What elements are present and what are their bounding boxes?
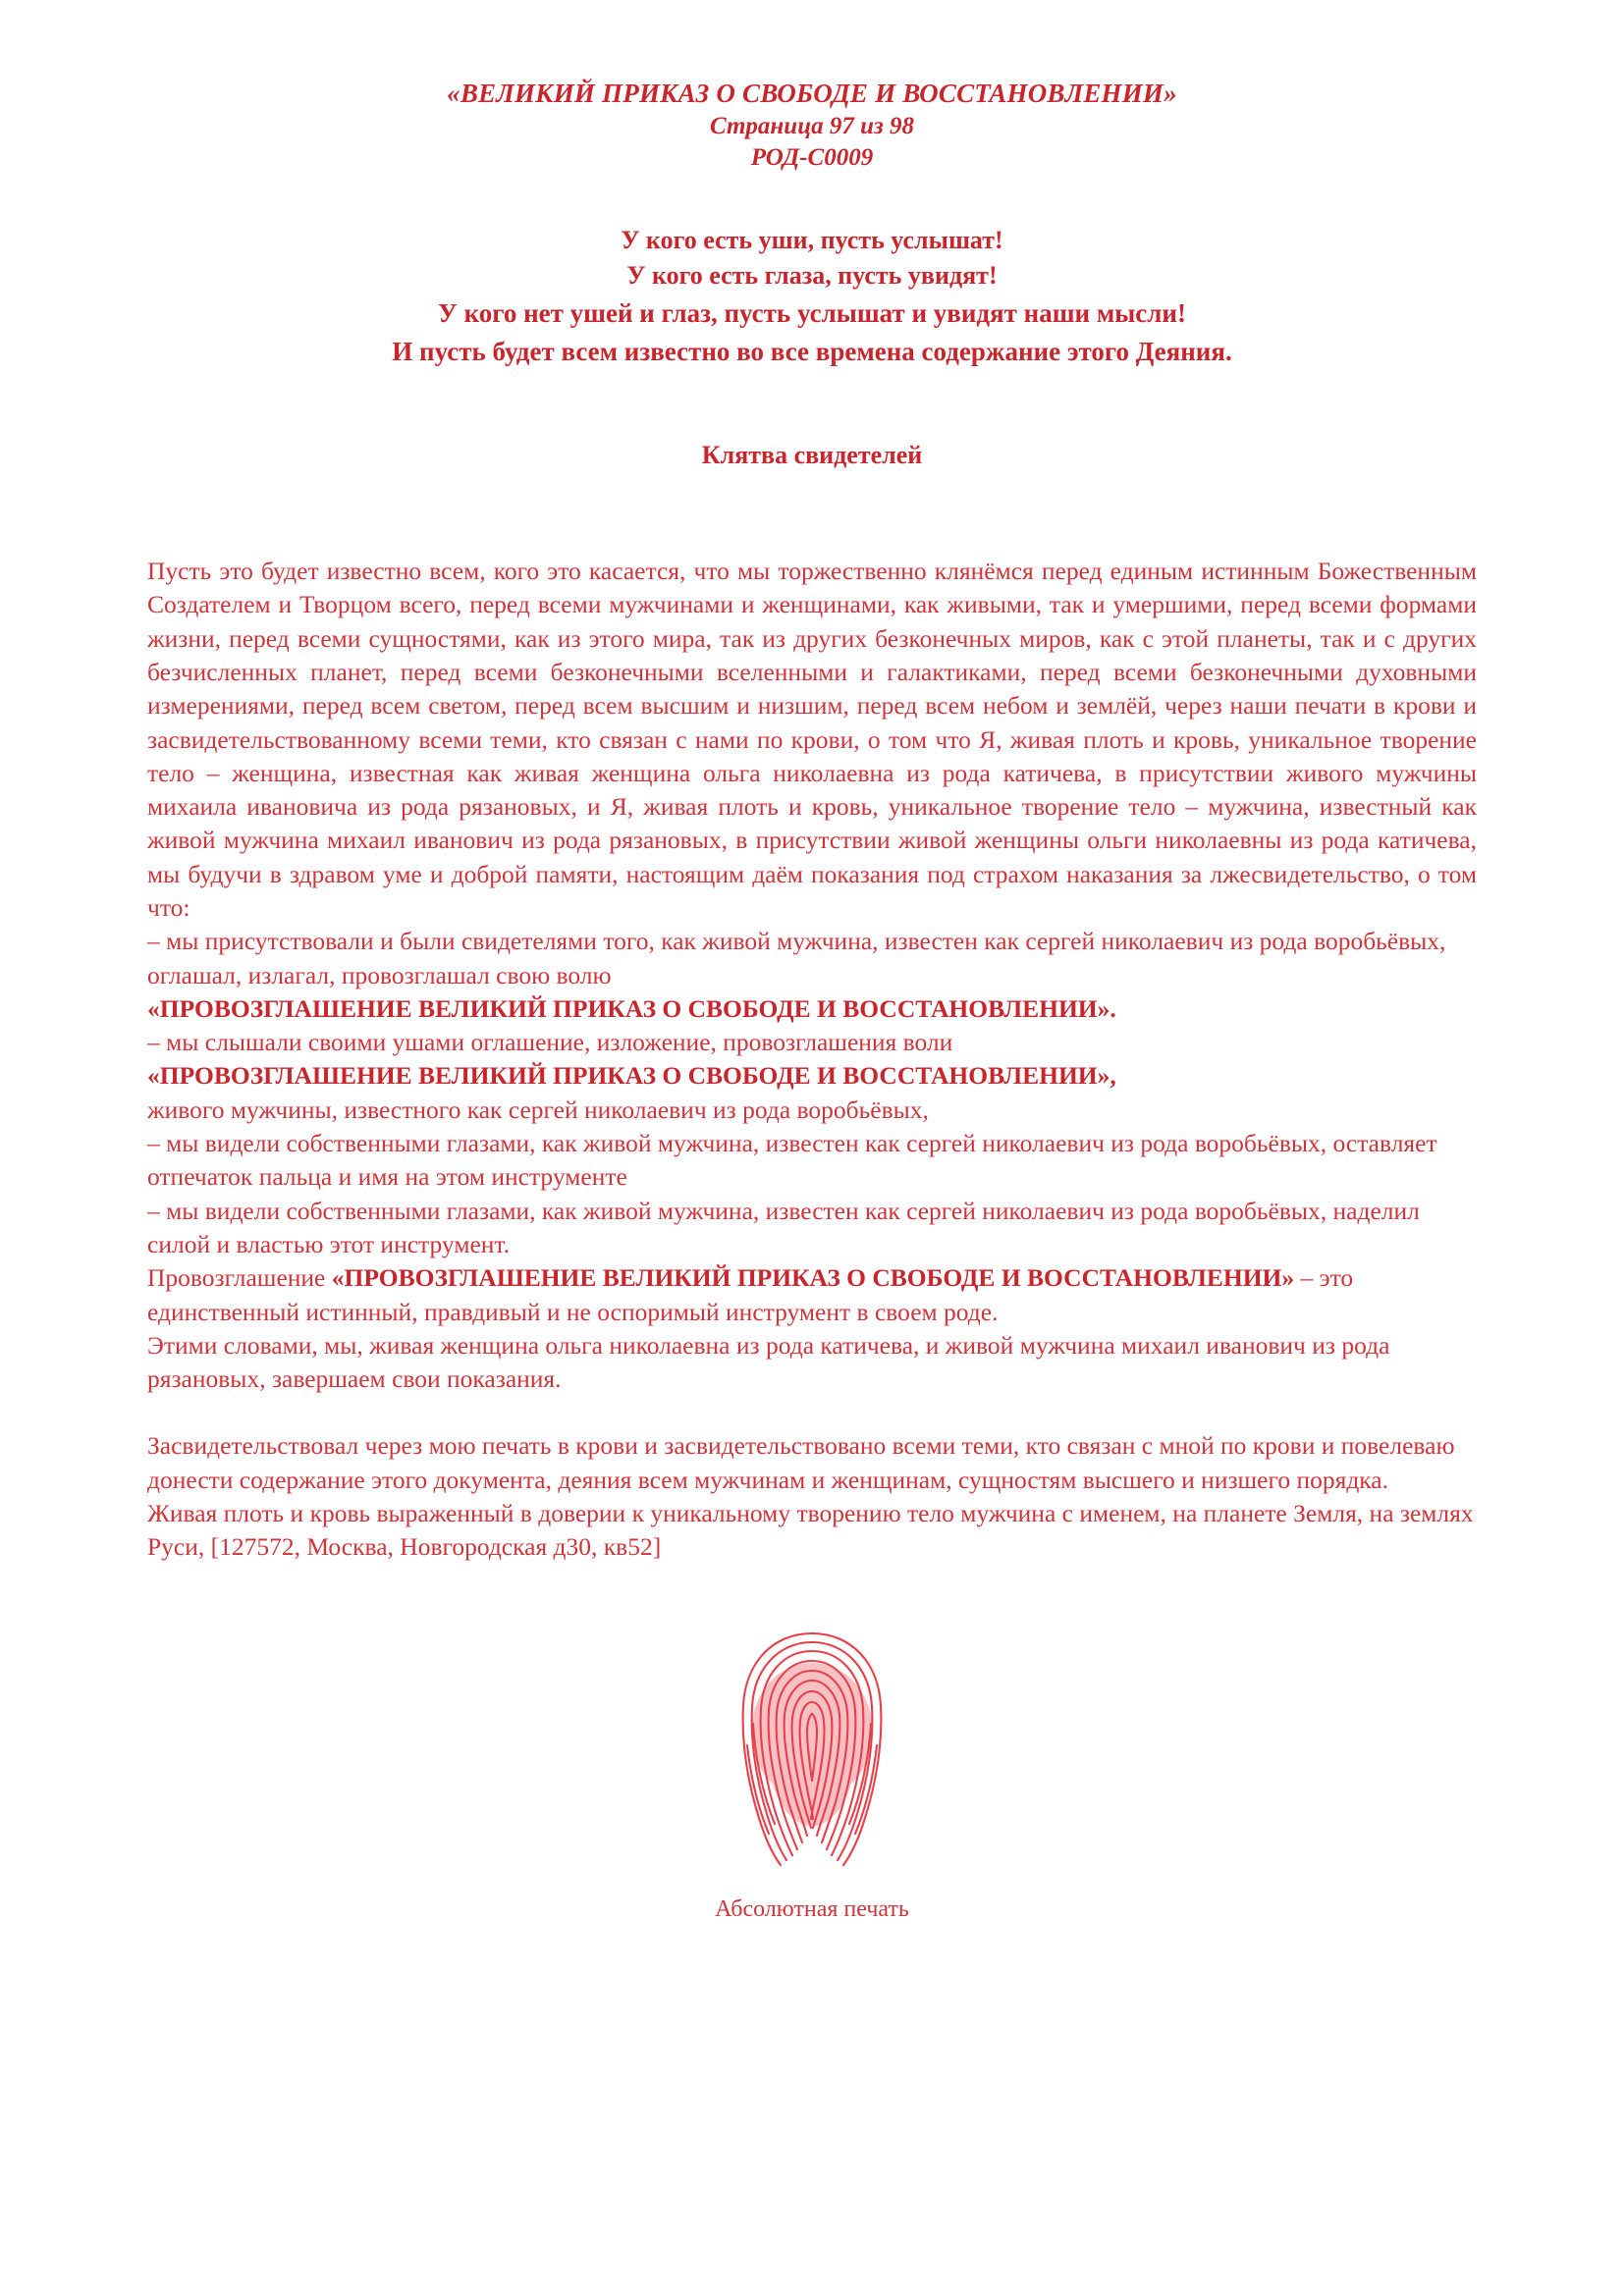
seal-caption: Абсолютная печать [715, 1896, 909, 1922]
oath-heading: Клятва свидетелей [701, 441, 923, 470]
page-number-line: Страница 97 из 98 [709, 112, 915, 139]
body-item-5-tail: – это единственный истинный, правдивый и не оспоримый инструмент в своем роде. [147, 1263, 1354, 1326]
fingerprint-icon [714, 1616, 910, 1876]
document-code: РОД-С0009 [750, 143, 874, 171]
body-item-5 [147, 1261, 1477, 1329]
proclamation-line-2: У кого есть глаза, пусть увидят! [626, 261, 998, 291]
proclamation-block [147, 223, 1477, 370]
body-item-5-bold: «ПРОВОЗГЛАШЕНИЕ ВЕЛИКИЙ ПРИКАЗ О СВОБОДЕ И ВОССТАНОВЛЕНИИ» [331, 1263, 1295, 1293]
body-item-3: – мы видели собственными глазами, как живой мужчина, известен как сергей николаевич из рода воробьёвых, оставляет отпечаток пальца и имя на этом инструменте [147, 1129, 1437, 1192]
body-item-1 [147, 925, 1477, 992]
body-item-5-lead: Провозглашение [147, 1263, 332, 1293]
body-item-2: – мы слышали своими ушами оглашение, изложение, провозглашения воли [147, 1028, 953, 1057]
document-header [147, 77, 1477, 174]
document-title: «ВЕЛИКИЙ ПРИКАЗ О СВОБОДЕ И ВОССТАНОВЛЕНИИ» [447, 79, 1177, 108]
body-address-statement: Живая плоть и кровь выраженный в доверии к уникальному творению тело мужчина с именем, на планете Земля, на землях Руси, [127572, Москва, Новгородская д30, кв52] [147, 1499, 1474, 1562]
proclamation-line-3: У кого нет ушей и глаз, пусть услышат и увидят наши мысли! [438, 298, 1186, 329]
body-item-1-text: – мы присутствовали и были свидетелями того, как живой мужчина, известен как сергей николаевич из рода воробьёвых, оглашал, излагал, провозглашал свою волю [147, 927, 1446, 989]
body-witness-statement: Засвидетельствовал через мою печать в крови и засвидетельствовано всеми теми, кто связан с мной по крови и повелеваю донести содержание этого документа, деяния всем мужчинам и женщинам, сущностям высшего и низшего порядка. [147, 1431, 1455, 1494]
document-body [147, 555, 1477, 1565]
body-closing-statement: Этими словами, мы, живая женщина ольга николаевна из рода катичева, и живой мужчина михаил иванович из рода рязановых, завершаем свои показания. [147, 1330, 1390, 1394]
body-spacer [147, 1396, 1477, 1429]
seal-container [147, 1616, 1477, 1923]
proclamation-line-4: И пусть будет всем известно во все времена содержание этого Деяния. [392, 336, 1232, 366]
body-item-2-bold: «ПРОВОЗГЛАШЕНИЕ ВЕЛИКИЙ ПРИКАЗ О СВОБОДЕ И ВОССТАНОВЛЕНИИ», [147, 1061, 1116, 1091]
body-item-1-bold: «ПРОВОЗГЛАШЕНИЕ ВЕЛИКИЙ ПРИКАЗ О СВОБОДЕ И ВОССТАНОВЛЕНИИ». [147, 993, 1116, 1023]
body-item-2-tail: живого мужчины, известного как сергей николаевич из рода воробьёвых, [147, 1095, 929, 1124]
body-item-4: – мы видели собственными глазами, как живой мужчина, известен как сергей николаевич из рода воробьёвых, наделил силой и властью этот инструмент. [147, 1196, 1420, 1258]
proclamation-line-1: У кого есть уши, пусть услышат! [621, 225, 1003, 254]
body-paragraph-main: Пусть это будет известно всем, кого это касается, что мы торжественно клянёмся перед единым истинным Божественным Создателем и Творцом всего, перед всеми мужчинами и женщинами, как живыми, так и умершими, перед всеми формами жизни, перед всеми сущностями, как из этого мира, так из других безконечных миров, как с этой планеты, так и с других безчисленных планет, перед всеми безконечными вселенными и галактиками, перед всеми безконечными духовными измерениями, перед всем светом, перед всем высшим и низшим, перед всем небом и землёй, через наши печати в крови и засвидетельствованному всеми теми, кто связан с нами по крови, о том что Я, живая плоть и кровь, уникальное творение тело – женщина, известная как живая женщина ольга николаевна из рода катичева, в присутствии живого мужчины михаила ивановича из рода рязановых, и Я, живая плоть и кровь, уникальное творение тело – мужчина, известный как живой мужчина михаил иванович из рода рязановых, в присутствии живой женщины ольги николаевны из рода катичева, мы будучи в здравом уме и доброй памяти, настоящим даём показания под страхом наказания за лжесвидетельство, о том что: [147, 557, 1477, 922]
